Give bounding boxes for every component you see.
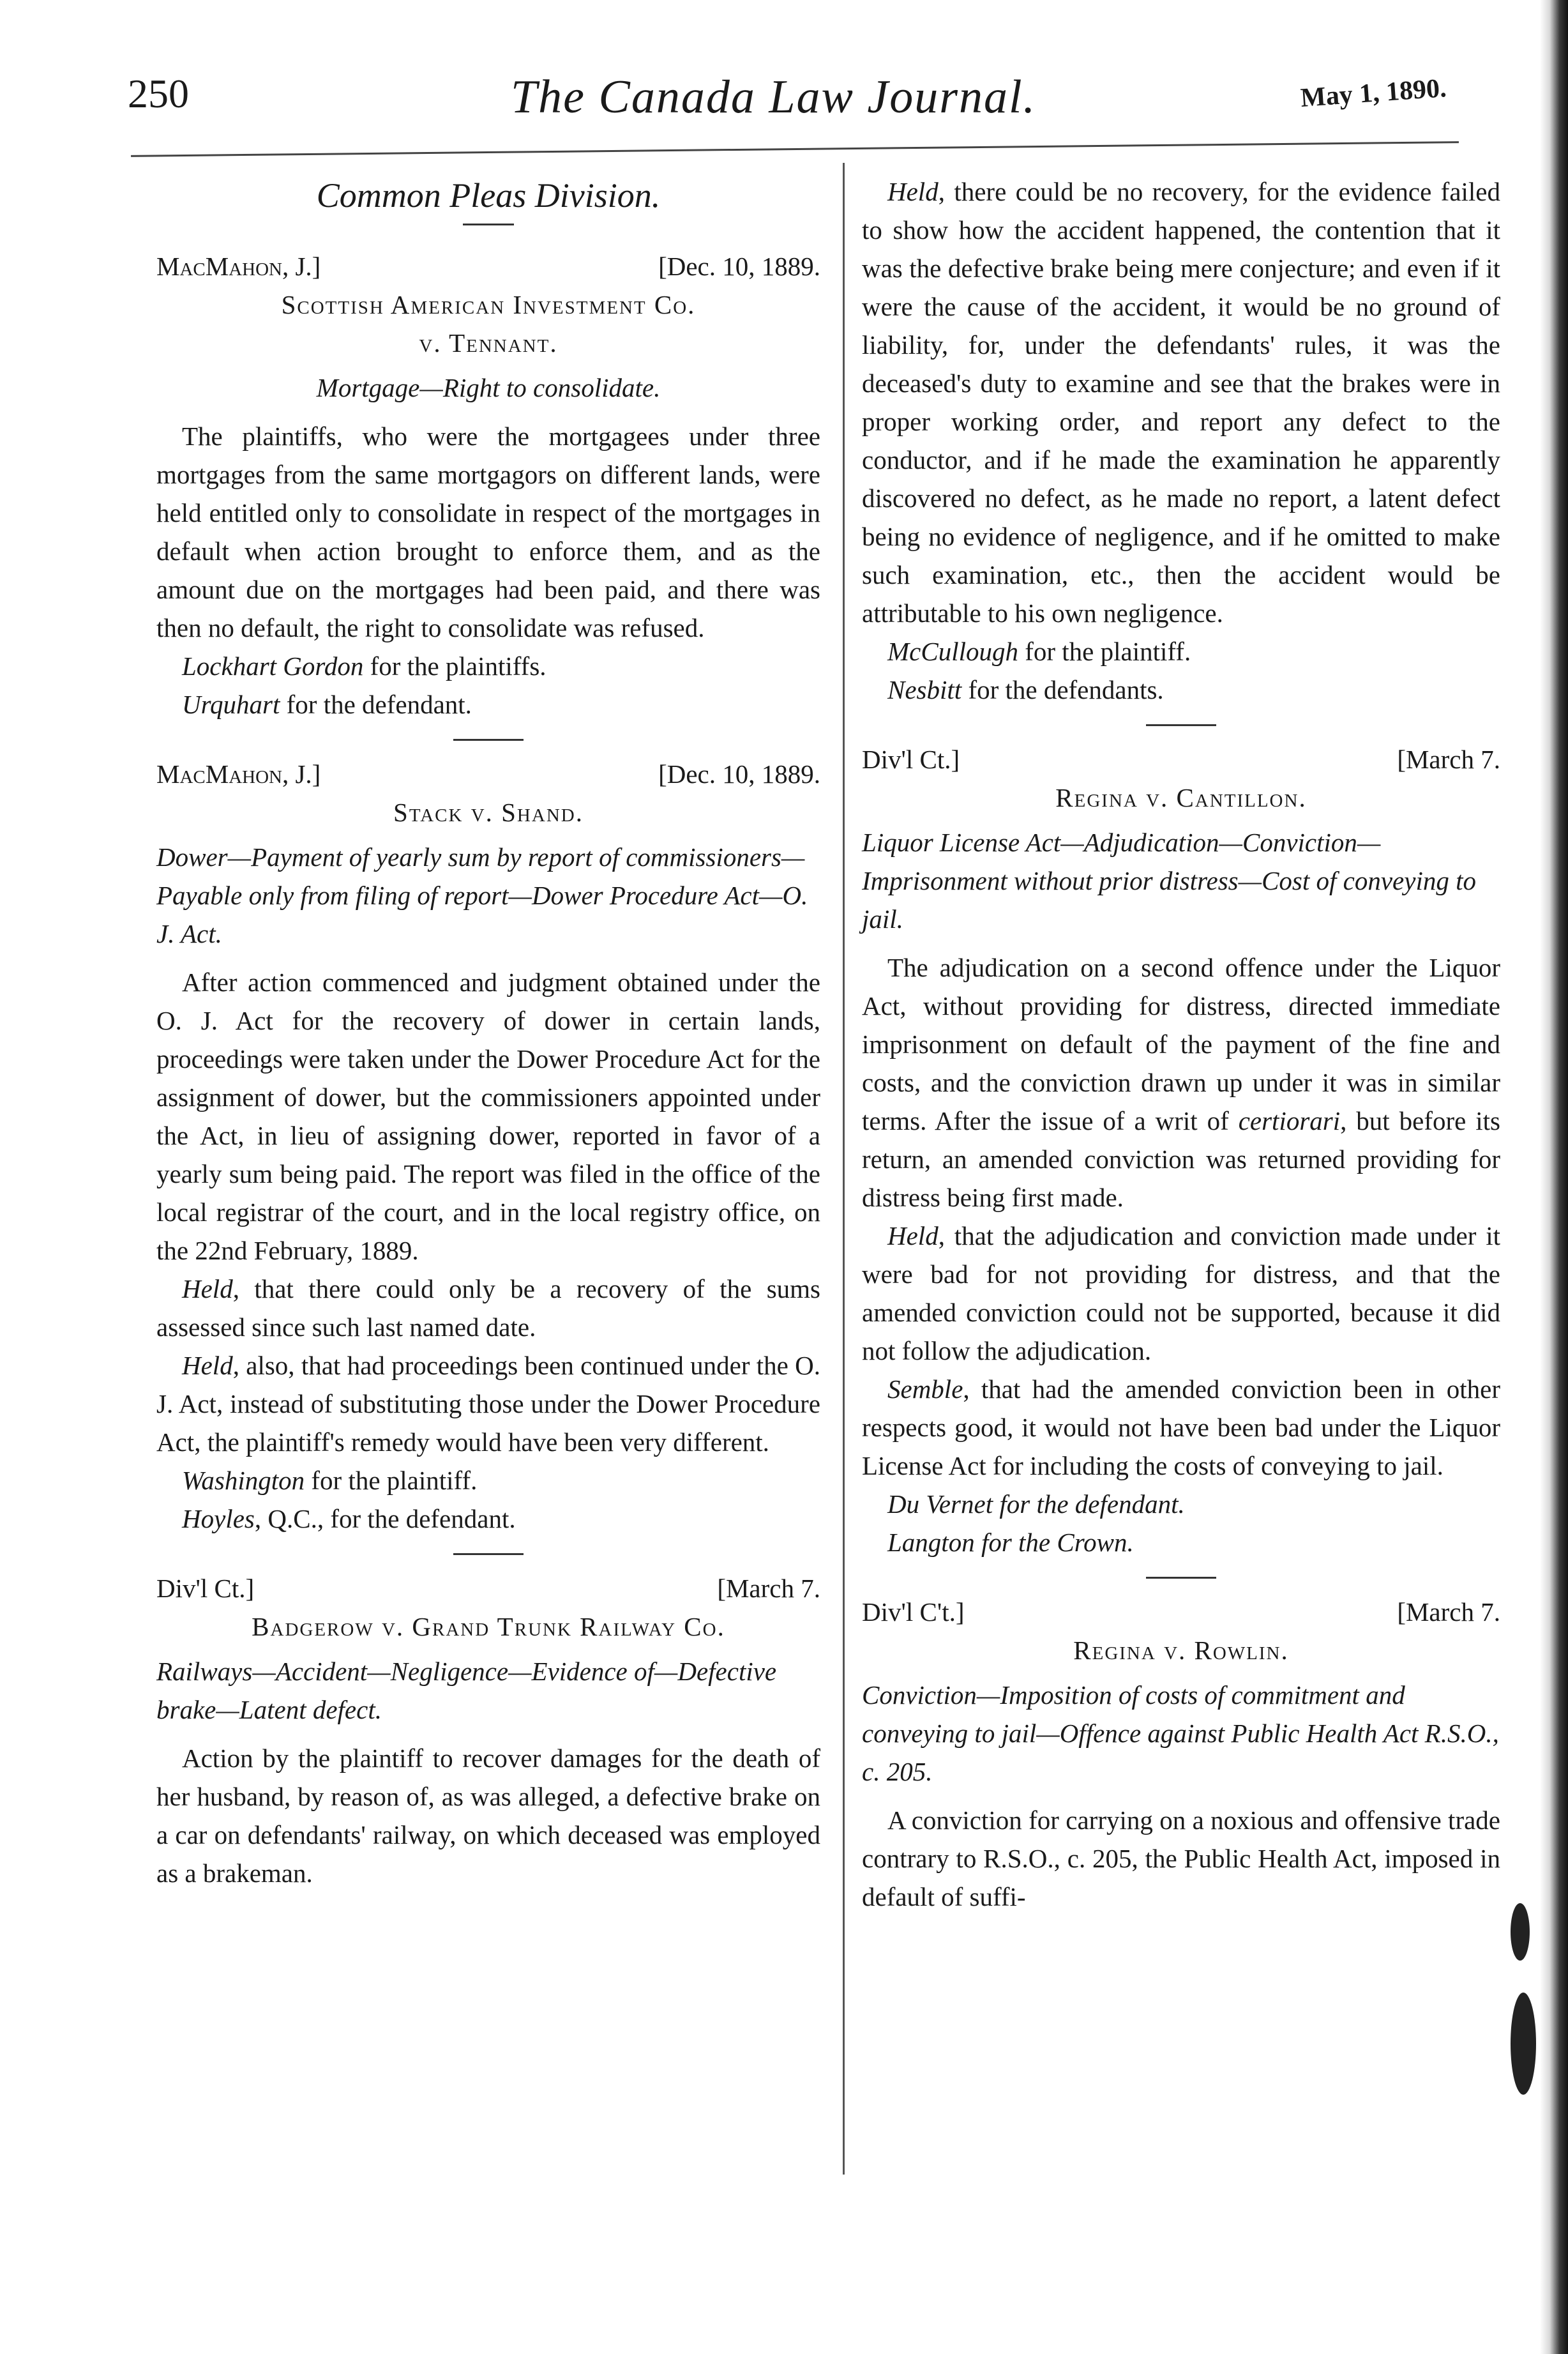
case-heading (156, 247, 820, 285)
court-name: Div'l Ct.] (156, 1574, 255, 1603)
case-name: Regina v. Cantillon. (1055, 783, 1307, 812)
case-name: Badgerow v. Grand Trunk Railway Co. (252, 1612, 725, 1641)
case-separator (1146, 724, 1216, 726)
body-text-cont: , but before its return, an amended conviction was returned providing for distress being first made. (862, 1106, 1501, 1212)
case-body: After action commenced and judgment obtained under the O. J. Act for the recovery of dower in certain lands, proceedings were taken under the Dower Procedure Act for the assignment of dower, but the commissioners appointed under the Act, in lieu of assigning dower, reported in favor of a yearly sum being paid. The report was filed in the office of the local registrar of the court, and in the local registry office, on the 22nd February, 1889. (156, 968, 820, 1265)
counsel-role: for the plaintiff. (1018, 637, 1191, 666)
counsel-name: Urquhart (182, 690, 280, 719)
column-divider (843, 163, 845, 2175)
counsel-line (862, 1485, 1500, 1523)
counsel-line (156, 647, 820, 685)
held-word: Held (182, 1274, 233, 1303)
left-column (156, 172, 820, 1892)
court-name: Div'l Ct.] (862, 745, 960, 774)
court-name: Div'l C't.] (862, 1597, 965, 1627)
counsel-name: Lockhart Gordon (182, 651, 364, 681)
semble-word: Semble (887, 1374, 963, 1404)
counsel-name: Washington (182, 1466, 305, 1495)
counsel-name: Nesbitt (887, 675, 962, 704)
counsel-role: for the plaintiffs. (363, 651, 547, 681)
case-topic: Liquor License Act—Adjudication—Conviction—Imprisonment without prior distress—Cost of conveying to jail. (862, 828, 1476, 934)
held-text: , that the adjudication and conviction made under it were bad for not providing for distress, and that the amended conviction could not be supported, because it did not follow the adjudication. (862, 1221, 1500, 1365)
case-body: Action by the plaintiff to recover damages for the death of her husband, by reason of, as was alleged, a defective brake on a car on defendants' railway, on which deceased was employed as a brakeman. (156, 1743, 820, 1888)
case-topic: Conviction—Imposition of costs of commitment and conveying to jail—Offence against Public Health Act R.S.O., c. 205. (862, 1680, 1499, 1786)
dictum (862, 1370, 1500, 1485)
case-heading (156, 755, 820, 793)
issue-date: May 1, 1890. (1300, 73, 1448, 113)
counsel-line (156, 1461, 820, 1500)
counsel-name: McCullough (887, 637, 1018, 666)
semble-text: , that had the amended conviction been in other respects good, it would not have been bad under the Liquor License Act for including the costs of conveying to jail. (862, 1374, 1500, 1480)
journal-title: The Canada Law Journal. (511, 71, 1037, 123)
case-name: Regina v. Rowlin. (1073, 1636, 1289, 1665)
counsel-role: for the defendant. (280, 690, 472, 719)
section-rule (463, 224, 514, 225)
running-header (128, 70, 1491, 140)
case-body: A conviction for carrying on a noxious and offensive trade contrary to R.S.O., c. 205, the Public Health Act, imposed in default of suffi- (862, 1805, 1500, 1911)
case-date: [March 7. (1397, 745, 1500, 774)
held-word: Held (887, 177, 939, 206)
holding (862, 172, 1500, 632)
case-topic: Dower—Payment of yearly sum by report of commissioners—Payable only from filing of report—Dower Procedure Act—O. J. Act. (156, 842, 808, 948)
case-heading (156, 1569, 820, 1607)
case-separator (453, 739, 524, 741)
scan-speck (1511, 1993, 1536, 2095)
held-text: , that there could only be a recovery of the sums assessed since such last named date. (156, 1274, 820, 1342)
case-date: [Dec. 10, 1889. (658, 759, 820, 789)
right-column (862, 172, 1500, 1916)
counsel-role: for the defendants. (961, 675, 1164, 704)
case-name: Scottish American Investment Co. (281, 290, 696, 319)
case-name: Stack v. Shand. (393, 798, 584, 827)
page-number: 250 (128, 71, 189, 116)
holding (862, 1217, 1500, 1370)
counsel-role: , Q.C., for the defendant. (254, 1504, 516, 1533)
case-name-cont: v. Tennant. (419, 328, 558, 358)
held-word: Held (887, 1221, 939, 1250)
body-text: The adjudication on a second offence under the Liquor Act, without providing for distress, directed immediate imprisonment on default of the payment of the fine and costs, and the conviction drawn up under it was in similar terms. After the issue of a writ of (862, 953, 1500, 1135)
case-date: [March 7. (717, 1574, 820, 1603)
counsel-text: Langton for the Crown. (887, 1528, 1134, 1557)
held-word: Held (182, 1351, 233, 1380)
case-date: [Dec. 10, 1889. (658, 252, 820, 281)
counsel-line (156, 1500, 820, 1538)
case-topic: Mortgage—Right to consolidate. (316, 373, 661, 402)
counsel-line (862, 671, 1500, 709)
case-topic: Railways—Accident—Negligence—Evidence of—Defective brake—Latent defect. (156, 1657, 777, 1724)
case-body: The plaintiffs, who were the mortgagees under three mortgages from the same mortgagors on different lands, were held entitled only to consolidate in respect of the mortgages in default when action brought to enforce them, and as the amount due on the mortgages had been paid, and there was then no default, the right to consolidate was refused. (156, 421, 820, 642)
case-heading (862, 1593, 1500, 1631)
header-rule (131, 141, 1459, 157)
case-heading (862, 740, 1500, 778)
held-text: , also, that had proceedings been continued under the O. J. Act, instead of substituting those under the Dower Procedure Act, the plaintiff's remedy would have been very different. (156, 1351, 820, 1457)
counsel-line (156, 685, 820, 724)
case-separator (1146, 1577, 1216, 1579)
judge: MacMahon, J.] (156, 759, 321, 789)
writ-term: certiorari (1238, 1106, 1341, 1135)
held-text: , there could be no recovery, for the evidence failed to show how the accident happened, the contention that it was the defective brake being mere conjecture; and even if it were the cause of the accident, it would be no ground of liability, for, under the defendants' rules, it was the deceased's duty to examine and see that the brakes were in proper working order, and report any defect to the conductor, and if he made the examination he apparently discovered no defect, as he made no report, a latent defect being no evidence of negligence, and if he omitted to make such examination, etc., then the accident would be attributable to his own negligence. (862, 177, 1500, 628)
counsel-line (862, 632, 1500, 671)
holding (156, 1346, 820, 1461)
counsel-text: Du Vernet for the defendant. (887, 1489, 1185, 1519)
holding (156, 1270, 820, 1346)
judge: MacMahon, J.] (156, 252, 321, 281)
case-separator (453, 1553, 524, 1555)
section-title: Common Pleas Division. (316, 176, 661, 215)
counsel-line (862, 1523, 1500, 1561)
scan-edge-shadow (1540, 0, 1568, 2354)
case-body (862, 948, 1500, 1217)
case-date: [March 7. (1397, 1597, 1500, 1627)
counsel-role: for the plaintiff. (305, 1466, 478, 1495)
counsel-name: Hoyles (182, 1504, 255, 1533)
scan-speck (1511, 1903, 1530, 1961)
